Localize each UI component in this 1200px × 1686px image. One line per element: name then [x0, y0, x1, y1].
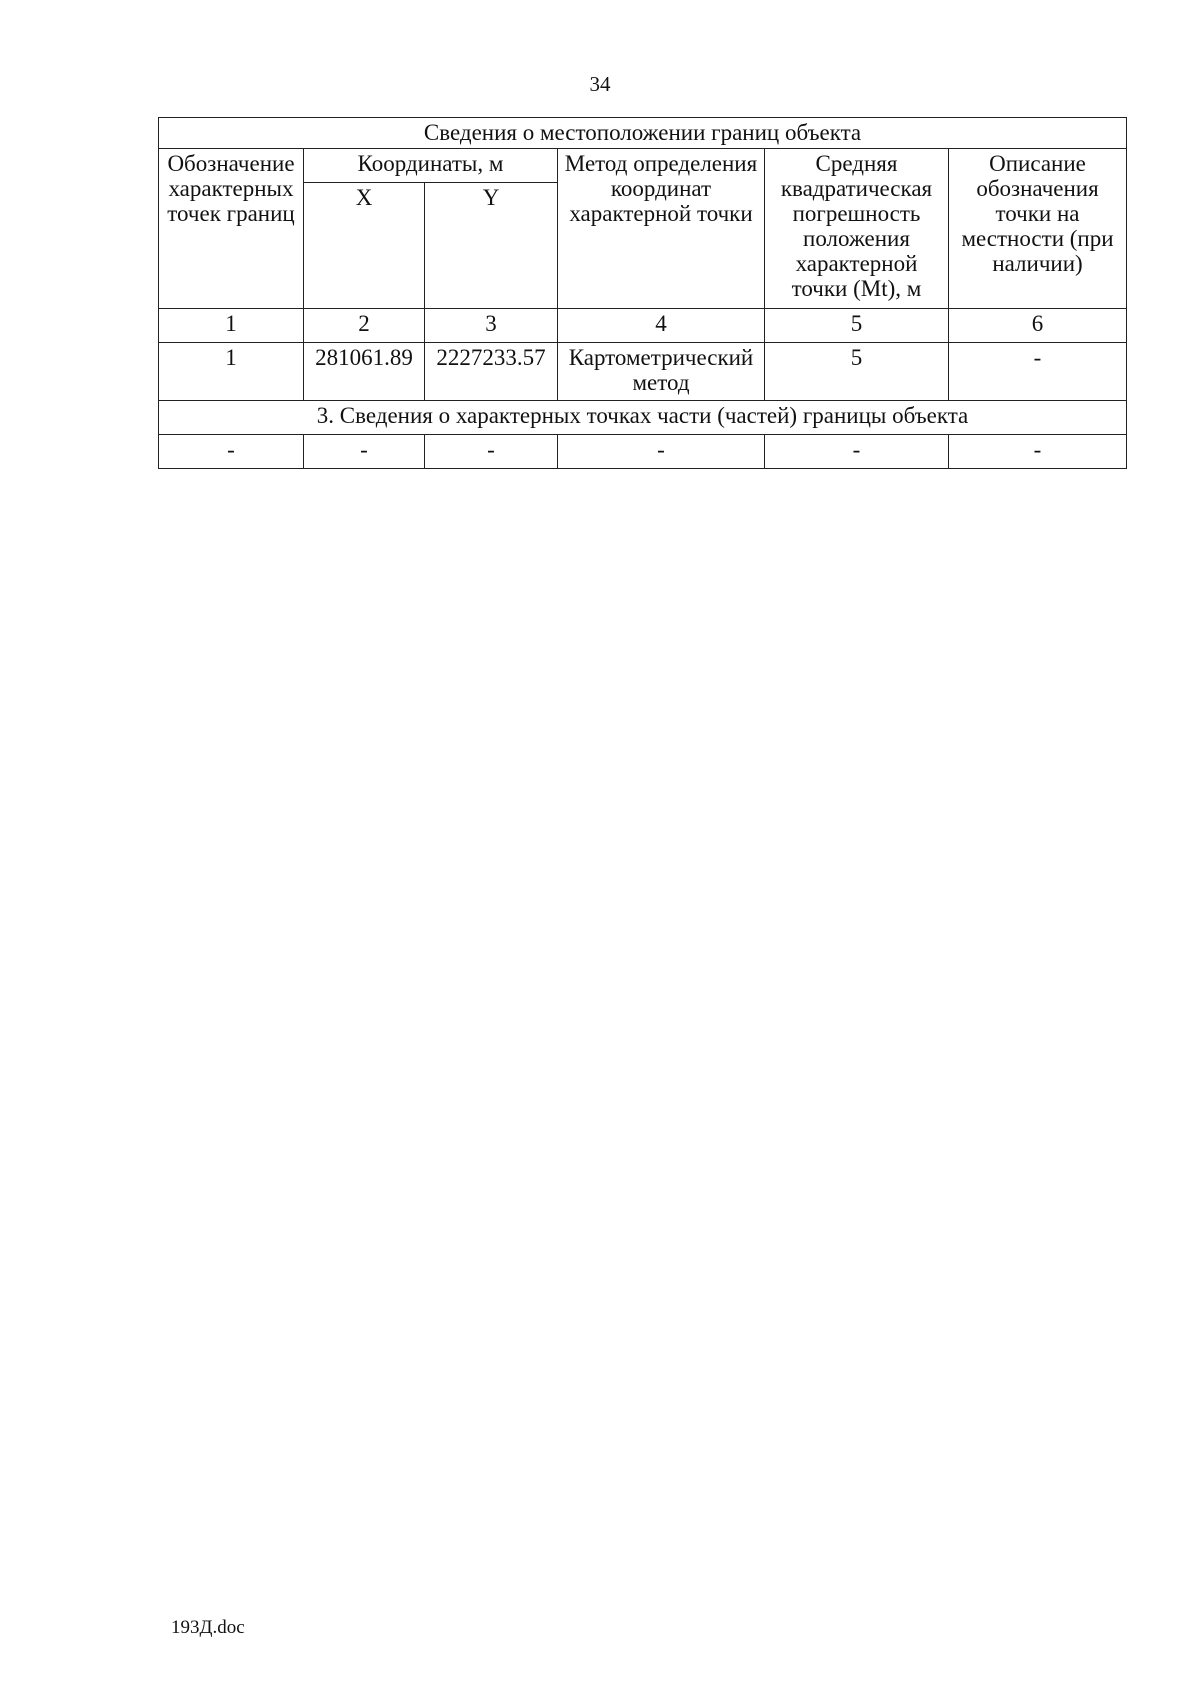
page-number: 34	[589, 72, 611, 96]
cell-empty: -	[159, 435, 304, 469]
boundary-coordinates-table	[158, 117, 1127, 469]
header-description: Описание обозначения точки на местности (при наличии)	[949, 149, 1127, 309]
cell-point: 1	[159, 343, 304, 401]
cell-empty: -	[949, 435, 1127, 469]
header-method: Метод определения координат характерной точки	[558, 149, 765, 309]
cell-y: 2227233.57	[425, 343, 558, 401]
column-number: 5	[765, 309, 949, 343]
header-y: Y	[425, 183, 558, 309]
footer-filename: 193Д.doc	[171, 1617, 245, 1638]
cell-error: 5	[765, 343, 949, 401]
column-number: 3	[425, 309, 558, 343]
column-number: 1	[159, 309, 304, 343]
cell-method: Картометрический метод	[558, 343, 765, 401]
cell-empty: -	[765, 435, 949, 469]
table-title: Сведения о местоположении границ объекта	[159, 118, 1127, 149]
column-number: 6	[949, 309, 1127, 343]
header-error: Средняя квадратическая погрешность положения характерной точки (Mt), м	[765, 149, 949, 309]
cell-empty: -	[304, 435, 425, 469]
table-title-row	[159, 118, 1127, 149]
cell-description: -	[949, 343, 1127, 401]
table-row	[159, 435, 1127, 469]
table-row	[159, 343, 1127, 401]
cell-empty: -	[558, 435, 765, 469]
column-number-row	[159, 309, 1127, 343]
section3-row	[159, 401, 1127, 435]
header-designation: Обозначение характерных точек границ	[159, 149, 304, 309]
section3-title: 3. Сведения о характерных точках части (частей) границы объекта	[159, 401, 1127, 435]
column-number: 2	[304, 309, 425, 343]
cell-empty: -	[425, 435, 558, 469]
column-number: 4	[558, 309, 765, 343]
header-row	[159, 149, 1127, 183]
cell-x: 281061.89	[304, 343, 425, 401]
header-coordinates: Координаты, м	[304, 149, 558, 183]
header-x: X	[304, 183, 425, 309]
